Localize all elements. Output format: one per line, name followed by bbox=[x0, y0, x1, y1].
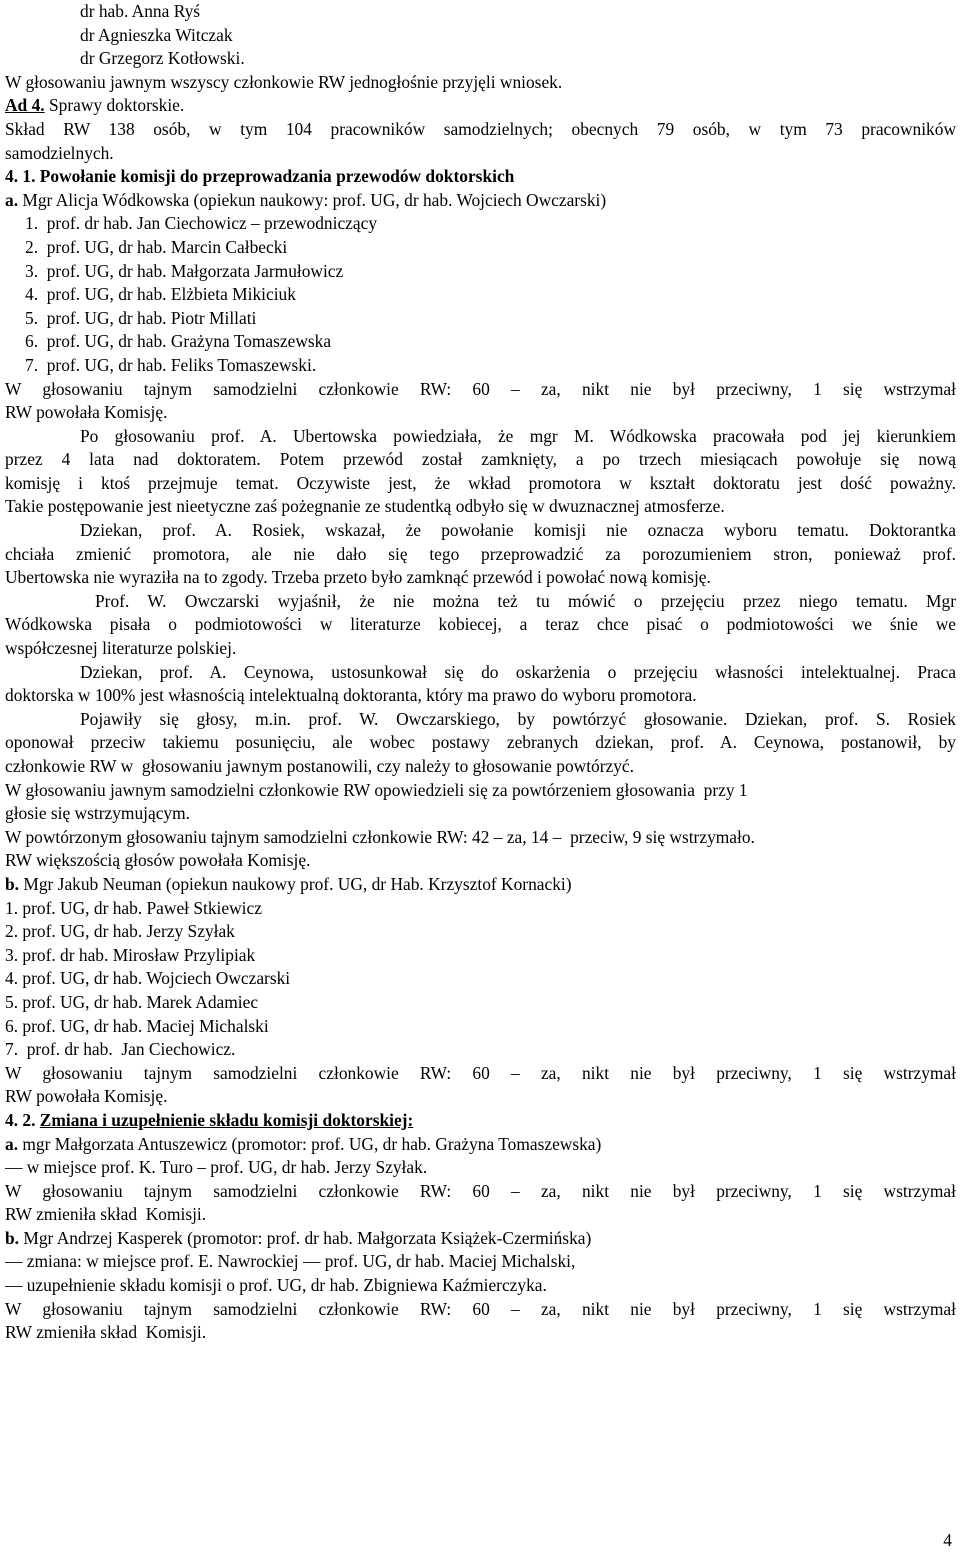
paragraph-3-line-2: Wódkowska pisała o podmiotowości w literaturze kobiecej, a teraz chce pisać o podmiotowości we śnie we bbox=[5, 614, 956, 635]
paragraph-5-line-1: Pojawiły się głosy, m.in. prof. W. Owczarskiego, by powtórzyć głosowanie. Dziekan, prof. S. Rosiek bbox=[80, 708, 956, 729]
paragraph-3-line-3: współczesnej literaturze polskiej. bbox=[5, 638, 237, 659]
rw-composition-line-1: Skład RW 138 osób, w tym 104 pracowników samodzielnych; obecnych 79 osób, w tym 73 pracowników bbox=[5, 118, 956, 139]
vote-secret-3-line-1: W głosowaniu tajnym samodzielni członkowie RW: 60 – za, nikt nie był przeciwny, 1 się wstrzymał bbox=[5, 1180, 956, 1201]
candidate-a2-change: — w miejsce prof. K. Turo – prof. UG, dr hab. Jerzy Szyłak. bbox=[5, 1157, 428, 1178]
committee-a-member-2: 2. prof. UG, dr hab. Marcin Całbecki bbox=[25, 236, 288, 257]
paragraph-1-line-2: przez 4 lata nad doktoratem. Potem przewód został zamknięty, a po trzech miesiącach powołuje się nową bbox=[5, 449, 956, 470]
candidate-b bbox=[5, 873, 956, 897]
candidate-b2-text: Mgr Andrzej Kasperek (promotor: prof. dr hab. Małgorzata Książek-Czermińska) bbox=[19, 1227, 592, 1248]
ad4-label: Ad 4. bbox=[5, 95, 45, 116]
paragraph-6-line-1: W głosowaniu jawnym samodzielni członkowie RW opowiedzieli się za powtórzeniem głosowania przy 1 bbox=[5, 779, 748, 800]
candidate-a bbox=[5, 189, 956, 213]
candidate-b2-label: b. bbox=[5, 1227, 20, 1248]
committee-a-member-5: 5. prof. UG, dr hab. Piotr Millati bbox=[25, 307, 257, 328]
vote-secret-4-line-1: W głosowaniu tajnym samodzielni członkowie RW: 60 – za, nikt nie był przeciwny, 1 się wstrzymał bbox=[5, 1298, 956, 1319]
committee-b-member-7: 7. prof. dr hab. Jan Ciechowicz. bbox=[5, 1039, 236, 1060]
paragraph-2-line-1: Dziekan, prof. A. Rosiek, wskazał, że powołanie komisji nie oznacza wyboru tematu. Doktorantka bbox=[80, 520, 956, 541]
paragraph-4-line-1: Dziekan, prof. A. Ceynowa, ustosunkował się do oskarżenia o przejęciu własności intelektualnej. Praca bbox=[80, 661, 956, 682]
section-4-2-heading bbox=[5, 1109, 956, 1133]
committee-b-member-3: 3. prof. dr hab. Mirosław Przylipiak bbox=[5, 944, 256, 965]
paragraph-2-line-2: chciała zmienić promotora, ale nie dało się tego przeprowadzić za porozumieniem stron, ponieważ prof. bbox=[5, 543, 956, 564]
top-name-3: dr Grzegorz Kotłowski. bbox=[80, 48, 245, 69]
candidate-b-label: b. bbox=[5, 873, 20, 894]
page-number: 4 bbox=[943, 1530, 952, 1550]
paragraph-7-line-2: RW większością głosów powołała Komisję. bbox=[5, 850, 311, 871]
candidate-a2-text: mgr Małgorzata Antuszewicz (promotor: prof. UG, dr hab. Grażyna Tomaszewska) bbox=[18, 1133, 602, 1154]
candidate-a-label: a. bbox=[5, 189, 19, 210]
paragraph-6-line-2: głosie się wstrzymującym. bbox=[5, 803, 190, 824]
committee-b-member-1: 1. prof. UG, dr hab. Paweł Stkiewicz bbox=[5, 897, 262, 918]
paragraph-1-line-4: Takie postępowanie jest nieetyczne zaś pożegnanie ze studentką odbyło się w dwuznacznej atmosferze. bbox=[5, 496, 725, 517]
vote-secret-3-line-2: RW zmieniła skład Komisji. bbox=[5, 1204, 207, 1225]
paragraph-7-line-1: W powtórzonym głosowaniu tajnym samodzielni członkowie RW: 42 – za, 14 – przeciw, 9 się wstrzymało. bbox=[5, 826, 755, 847]
paragraph-5-line-3: członkowie RW w głosowaniu jawnym postanowili, czy należy to głosowanie powtórzyć. bbox=[5, 756, 634, 776]
paragraph-5-line-2: oponował przeciw takiemu posunięciu, ale wobec postawy zebranych dziekan, prof. A. Ceynowa, postanowił, by bbox=[5, 732, 956, 753]
ad4-text: Sprawy doktorskie. bbox=[44, 95, 185, 116]
vote-secret-1-line-1: W głosowaniu tajnym samodzielni członkowie RW: 60 – za, nikt nie był przeciwny, 1 się wstrzymał bbox=[5, 378, 956, 399]
candidate-b2-change-1: — zmiana: w miejsce prof. E. Nawrockiej — prof. UG, dr hab. Maciej Michalski, bbox=[5, 1251, 576, 1272]
vote-intro: W głosowaniu jawnym wszyscy członkowie RW jednogłośnie przyjęli wniosek. bbox=[5, 71, 563, 92]
vote-secret-4-line-2: RW zmieniła skład Komisji. bbox=[5, 1322, 207, 1343]
candidate-b2 bbox=[5, 1227, 956, 1251]
vote-secret-2-line-1: W głosowaniu tajnym samodzielni członkowie RW: 60 – za, nikt nie był przeciwny, 1 się wstrzymał bbox=[5, 1062, 956, 1083]
top-name-1: dr hab. Anna Ryś bbox=[80, 1, 201, 21]
section-4-2-title: Zmiana i uzupełnienie składu komisji doktorskiej: bbox=[39, 1109, 414, 1130]
committee-a-member-3: 3. prof. UG, dr hab. Małgorzata Jarmułowicz bbox=[25, 260, 344, 281]
committee-a-member-6: 6. prof. UG, dr hab. Grażyna Tomaszewska bbox=[25, 331, 332, 352]
paragraph-2-line-3: Ubertowska nie wyraziła na to zgody. Trzeba przeto było zamknąć przewód i powołać nową komisję. bbox=[5, 567, 711, 588]
candidate-a2 bbox=[5, 1133, 956, 1157]
top-name-2: dr Agnieszka Witczak bbox=[80, 24, 233, 45]
section-4-1-heading: 4. 1. Powołanie komisji do przeprowadzania przewodów doktorskich bbox=[5, 166, 515, 187]
paragraph-4-line-2: doktorska w 100% jest własnością intelektualną doktoranta, który ma prawo do wyboru promotora. bbox=[5, 685, 697, 706]
committee-b-member-5: 5. prof. UG, dr hab. Marek Adamiec bbox=[5, 991, 259, 1012]
candidate-a-text: Mgr Alicja Wódkowska (opiekun naukowy: prof. UG, dr hab. Wojciech Owczarski) bbox=[18, 189, 607, 210]
committee-a-member-4: 4. prof. UG, dr hab. Elżbieta Mikiciuk bbox=[25, 284, 296, 305]
vote-secret-2-line-2: RW powołała Komisję. bbox=[5, 1086, 168, 1107]
paragraph-1-line-3: komisję i ktoś przejmuje temat. Oczywiste jest, że wkład promotora w kształt doktoratu jest dość poważny. bbox=[5, 472, 956, 493]
section-4-2-number: 4. 2. bbox=[5, 1109, 40, 1130]
committee-a-member-1: 1. prof. dr hab. Jan Ciechowicz – przewodniczący bbox=[25, 213, 378, 234]
candidate-b2-change-2: — uzupełnienie składu komisji o prof. UG, dr hab. Zbigniewa Kaźmierczyka. bbox=[5, 1275, 547, 1296]
committee-a-member-7: 7. prof. UG, dr hab. Feliks Tomaszewski. bbox=[25, 354, 317, 375]
paragraph-1-line-1: Po głosowaniu prof. A. Ubertowska powiedziała, że mgr M. Wódkowska pracowała pod jej kierunkiem bbox=[80, 425, 956, 446]
candidate-b-text: Mgr Jakub Neuman (opiekun naukowy prof. UG, dr Hab. Krzysztof Kornacki) bbox=[19, 873, 572, 894]
vote-secret-1-line-2: RW powołała Komisję. bbox=[5, 402, 168, 423]
paragraph-3-line-1: Prof. W. Owczarski wyjaśnił, że nie można też tu mówić o przejęciu przez niego tematu. Mgr bbox=[95, 590, 956, 611]
rw-composition-line-2: samodzielnych. bbox=[5, 142, 114, 163]
committee-b-member-6: 6. prof. UG, dr hab. Maciej Michalski bbox=[5, 1015, 269, 1036]
candidate-a2-label: a. bbox=[5, 1133, 19, 1154]
ad4-heading bbox=[5, 94, 956, 118]
committee-b-member-4: 4. prof. UG, dr hab. Wojciech Owczarski bbox=[5, 968, 291, 989]
committee-b-member-2: 2. prof. UG, dr hab. Jerzy Szyłak bbox=[5, 921, 235, 942]
